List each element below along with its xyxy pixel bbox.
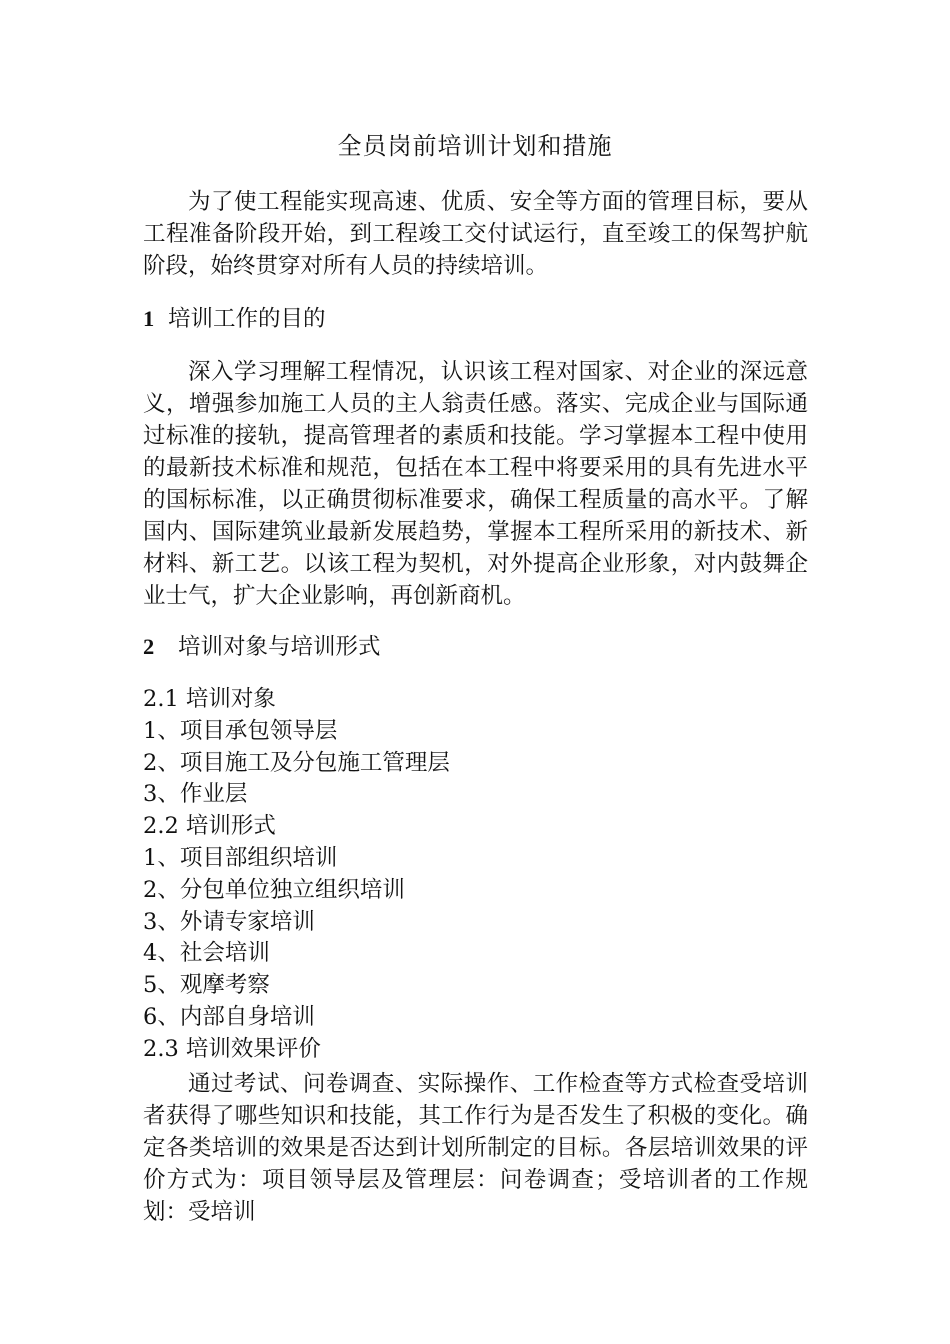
- list-item: 3、外请专家培训: [143, 908, 315, 935]
- section-1-body: 深入学习理解工程情况，认识该工程对国家、对企业的深远意义，增强参加施工人员的主人翁责任感。落实、完成企业与国际通过标准的接轨，提高管理者的素质和技能。学习掌握本工程中使用的最新技术标准和规范，包括在本工程中将要采用的具有先进水平的国标标准，以正确贯彻标准要求，确保工程质量的高水平。了解国内、国际建筑业最新发展趋势，掌握本工程所采用的新技术、新材料、新工艺。以该工程为契机，对外提高企业形象，对内鼓舞企业士气，扩大企业影响，再创新商机。: [143, 359, 808, 609]
- list-item: 2.3 培训效果评价: [143, 1035, 321, 1062]
- list-item: 1、项目部组织培训: [143, 844, 338, 871]
- document-title: 全员岗前培训计划和措施: [337, 132, 613, 160]
- intro-paragraph: 为了使工程能实现高速、优质、安全等方面的管理目标，要从工程准备阶段开始，到工程竣工交付试运行，直至竣工的保驾护航阶段，始终贯穿对所有人员的持续培训。: [143, 189, 808, 279]
- section-2-heading: [143, 631, 381, 663]
- evaluation-paragraph: 通过考试、问卷调查、实际操作、工作检查等方式检查受培训者获得了哪些知识和技能，其工作行为是否发生了积极的变化。确定各类培训的效果是否达到计划所制定的目标。各层培训效果的评价方式为：项目领导层及管理层：问卷调查；受培训者的工作规划：受培训: [143, 1071, 808, 1225]
- list-item: 1、项目承包领导层: [143, 717, 338, 744]
- section-2-number: 2: [143, 634, 155, 659]
- section-1-number: 1: [143, 306, 155, 331]
- section-1-heading: [143, 303, 326, 335]
- list-item: 5、观摩考察: [143, 972, 270, 999]
- section-2-title: 培训对象与培训形式: [178, 634, 381, 660]
- section-2-list: [143, 684, 450, 1066]
- section-1-title: 培训工作的目的: [168, 306, 326, 332]
- list-item: 2.2 培训形式: [143, 813, 276, 840]
- list-item: 2、项目施工及分包施工管理层: [143, 749, 450, 776]
- list-item: 4、社会培训: [143, 940, 270, 967]
- list-item: 6、内部自身培训: [143, 1003, 315, 1030]
- list-item: 3、作业层: [143, 781, 248, 808]
- list-item: 2.1 培训对象: [143, 686, 276, 712]
- list-item: 2、分包单位独立组织培训: [143, 876, 405, 903]
